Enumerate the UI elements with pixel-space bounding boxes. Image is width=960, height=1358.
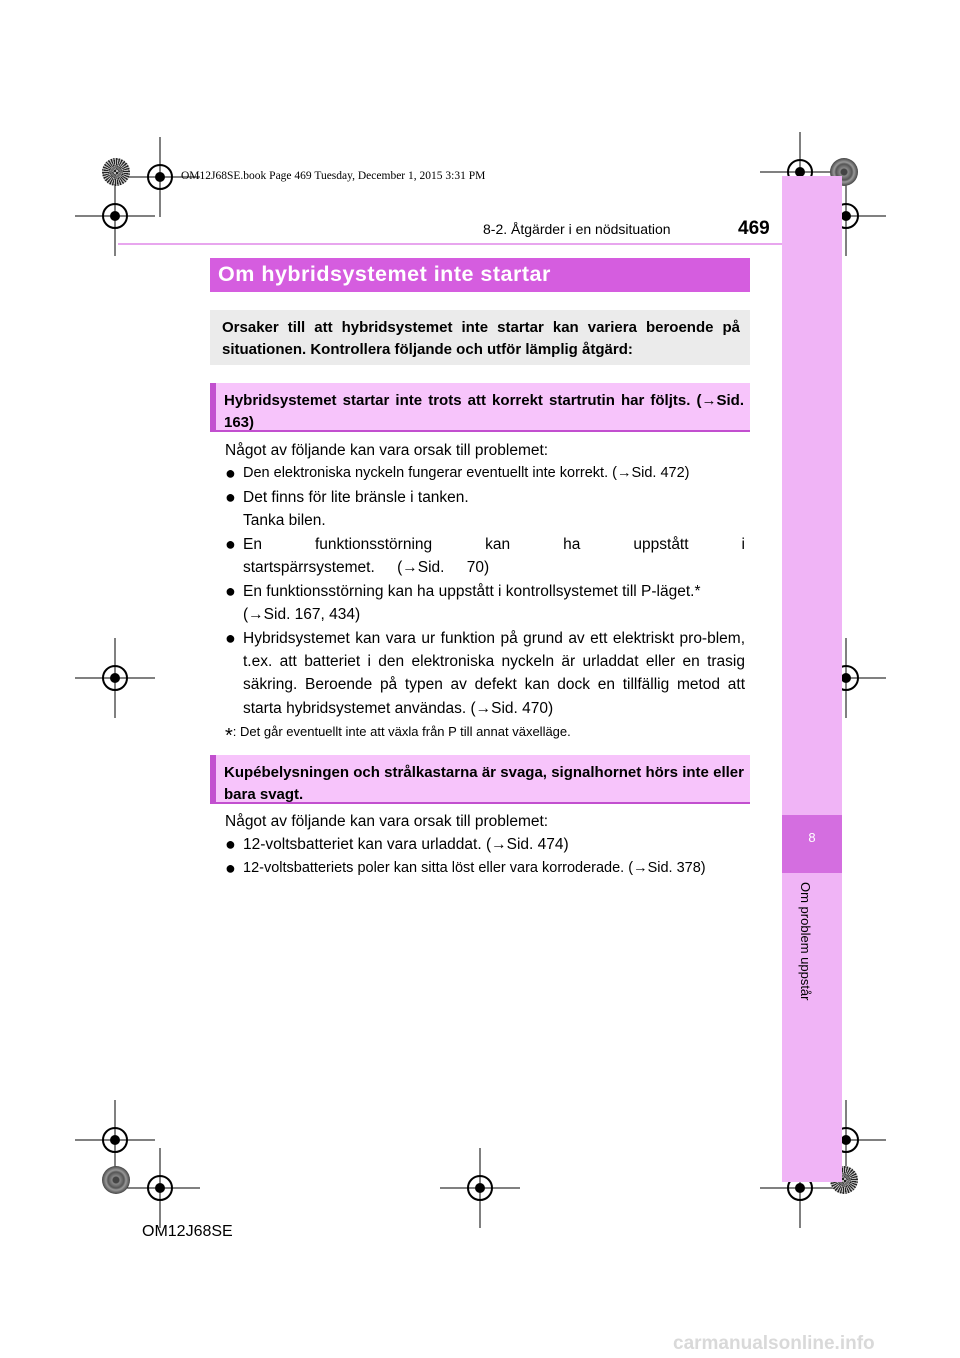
intro-text: Orsaker till att hybridsystemet inte startar kan variera beroende på situationen. Kontrollera följande och utför lämplig åtgärd: xyxy=(222,319,740,358)
section-header: 8-2. Åtgärder i en nödsituation xyxy=(483,221,671,237)
subsection-heading-box xyxy=(210,383,750,432)
subsection-lead: Något av följande kan vara orsak till problemet: xyxy=(225,813,549,830)
registration-mark-icon xyxy=(440,1148,520,1228)
list-item-text: Hybridsystemet kan vara ur funktion på grund av ett elektriskt pro-blem, t.ex. att batteriet i den elektroniska nyckeln är urladdat eller en trasig säkring. Beroende på typen av defekt kan dock en tillfällig metod att starta hybridsystemet användas. (→Sid. 470) xyxy=(243,630,745,717)
color-target-icon xyxy=(102,158,130,186)
footnote xyxy=(225,724,571,748)
list-item-text: En funktionsstörning kan ha uppstått i startspärrsystemet. (→Sid. 70) xyxy=(243,536,745,577)
bullet-icon: ● xyxy=(225,834,236,854)
chapter-side-tab xyxy=(782,176,842,1182)
bullet-icon: ● xyxy=(225,581,236,601)
chapter-title: Om problem uppstår xyxy=(798,882,813,1001)
chapter-title-vertical xyxy=(797,882,815,1022)
page-number: 469 xyxy=(738,218,770,239)
bullet-icon: ● xyxy=(225,487,236,507)
subsection-heading: Hybridsystemet startar inte trots att korrekt startrutin har följts. (→Sid. 163) xyxy=(224,392,744,431)
footnote-text: : Det går eventuellt inte att växla från P till annat växelläge. xyxy=(232,724,571,739)
page-title: Om hybridsystemet inte startar xyxy=(218,262,551,286)
registration-mark-icon xyxy=(75,638,155,718)
watermark: carmanualsonline.info xyxy=(673,1333,875,1354)
bullet-icon: ● xyxy=(225,463,236,483)
page-title-bar xyxy=(210,258,750,292)
intro-box xyxy=(210,310,750,365)
list-item-text: En funktionsstörning kan ha uppstått i kontrollsystemet till P-läget.* (→Sid. 167, 434) xyxy=(243,583,701,624)
list-item-text: Den elektroniska nyckeln fungerar eventuellt inte korrekt. (→Sid. 472) xyxy=(243,465,690,481)
header-divider xyxy=(118,243,840,245)
color-target-icon xyxy=(102,1166,130,1194)
bullet-icon: ● xyxy=(225,858,236,878)
subsection-heading-box xyxy=(210,755,750,804)
manual-code: OM12J68SE xyxy=(142,1223,233,1240)
subsection-heading: Kupébelysningen och strålkastarna är svaga, signalhornet hörs inte eller bara svagt. xyxy=(224,764,744,803)
chapter-number: 8 xyxy=(808,830,816,845)
subsection-lead: Något av följande kan vara orsak till problemet: xyxy=(225,442,549,459)
footnote-mark: * xyxy=(225,725,233,747)
list-item-text: 12-voltsbatteriet kan vara urladdat. (→Sid. 474) xyxy=(243,836,569,853)
list-item-text: 12-voltsbatteriets poler kan sitta löst eller vara korroderade. (→Sid. 378) xyxy=(243,860,706,876)
registration-mark-icon xyxy=(120,1148,200,1228)
book-info: OM12J68SE.book Page 469 Tuesday, December 1, 2015 3:31 PM xyxy=(181,170,486,182)
bullet-icon: ● xyxy=(225,628,236,648)
list-item-text: Det finns för lite bränsle i tanken. Tanka bilen. xyxy=(243,489,469,530)
bullet-icon: ● xyxy=(225,534,236,554)
